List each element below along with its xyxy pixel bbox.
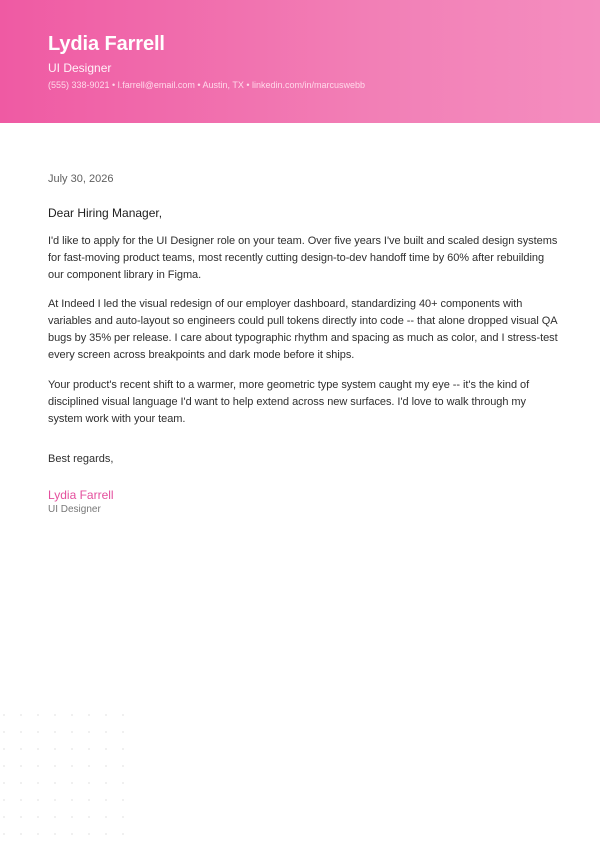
decorative-dot: [88, 816, 90, 818]
decorative-dot: [71, 799, 73, 801]
decorative-dot: [105, 731, 107, 733]
decorative-dot: [71, 816, 73, 818]
decorative-dot: [3, 765, 5, 767]
decorative-dot: [122, 714, 124, 716]
decorative-dot: [3, 833, 5, 835]
body-paragraph-2: At Indeed I led the visual redesign of our employer dashboard, standardizing 40+ components with variables and auto-layout so engineers could pull tokens directly into code -- that alone dropped visual QA bugs by 35% per release. I care about typographic rhythm and spacing as much as color, and I stress-test every screen across breakpoints and dark mode before it ships.: [48, 298, 558, 361]
decorative-dot: [20, 816, 22, 818]
decorative-dot: [54, 833, 56, 835]
decorative-dot: [122, 816, 124, 818]
decorative-dot: [54, 731, 56, 733]
decorative-dot: [88, 748, 90, 750]
decorative-dot: [37, 833, 39, 835]
decorative-dot: [20, 765, 22, 767]
decorative-dot: [37, 731, 39, 733]
decorative-dot: [3, 799, 5, 801]
decorative-dot: [3, 748, 5, 750]
decorative-dot: [105, 833, 107, 835]
letter-date: July 30, 2026: [48, 173, 114, 185]
letter-header: [0, 0, 600, 123]
decorative-dot: [37, 816, 39, 818]
decorative-dot: [122, 833, 124, 835]
decorative-dot: [20, 731, 22, 733]
decorative-dot: [105, 765, 107, 767]
decorative-dot: [54, 765, 56, 767]
signature-role: UI Designer: [48, 504, 101, 515]
decorative-dot: [54, 816, 56, 818]
decorative-dot: [105, 799, 107, 801]
decorative-dot: [88, 833, 90, 835]
decorative-dot: [88, 799, 90, 801]
decorative-dot: [20, 782, 22, 784]
decorative-dot: [20, 748, 22, 750]
decorative-dot: [122, 765, 124, 767]
decorative-dot: [71, 782, 73, 784]
decorative-dot: [54, 782, 56, 784]
closing-line: Best regards,: [48, 453, 114, 465]
decorative-dot: [3, 731, 5, 733]
decorative-dot: [71, 714, 73, 716]
decorative-dot: [88, 714, 90, 716]
decorative-dot: [20, 799, 22, 801]
decorative-dot-pattern: [0, 710, 135, 848]
decorative-dot: [88, 731, 90, 733]
decorative-dot: [122, 799, 124, 801]
decorative-dot: [105, 782, 107, 784]
decorative-dot: [71, 731, 73, 733]
decorative-dot: [105, 714, 107, 716]
contact-information: (555) 338-9021 • l.farrell@email.com • Austin, TX • linkedin.com/in/marcuswebb: [48, 80, 366, 90]
decorative-dot: [71, 833, 73, 835]
decorative-dot: [37, 799, 39, 801]
sender-name-heading: Lydia Farrell: [48, 33, 165, 55]
decorative-dot: [54, 714, 56, 716]
decorative-dot: [105, 748, 107, 750]
decorative-dot: [105, 816, 107, 818]
decorative-dot: [122, 782, 124, 784]
decorative-dot: [3, 714, 5, 716]
decorative-dot: [122, 731, 124, 733]
signature-name: Lydia Farrell: [48, 488, 114, 502]
decorative-dot: [37, 748, 39, 750]
sender-role-heading: UI Designer: [48, 61, 112, 75]
decorative-dot: [20, 833, 22, 835]
decorative-dot: [54, 748, 56, 750]
decorative-dot: [37, 782, 39, 784]
body-paragraph-1: I'd like to apply for the UI Designer role on your team. Over five years I've built and scaled design systems for fast-moving product teams, most recently cutting design-to-dev handoff time by 60% after rebuilding our component library in Figma.: [48, 235, 558, 281]
body-paragraph-3: Your product's recent shift to a warmer, more geometric type system caught my eye -- it's the kind of disciplined visual language I'd want to help extend across new surfaces. I'd love to walk through my system work with your team.: [48, 379, 530, 425]
decorative-dot: [3, 782, 5, 784]
decorative-dot: [88, 782, 90, 784]
decorative-dot: [3, 816, 5, 818]
decorative-dot: [88, 765, 90, 767]
decorative-dot: [54, 799, 56, 801]
decorative-dot: [122, 748, 124, 750]
salutation: Dear Hiring Manager,: [48, 206, 163, 220]
decorative-dot: [71, 748, 73, 750]
decorative-dot: [37, 765, 39, 767]
decorative-dot: [37, 714, 39, 716]
decorative-dot: [20, 714, 22, 716]
decorative-dot: [71, 765, 73, 767]
